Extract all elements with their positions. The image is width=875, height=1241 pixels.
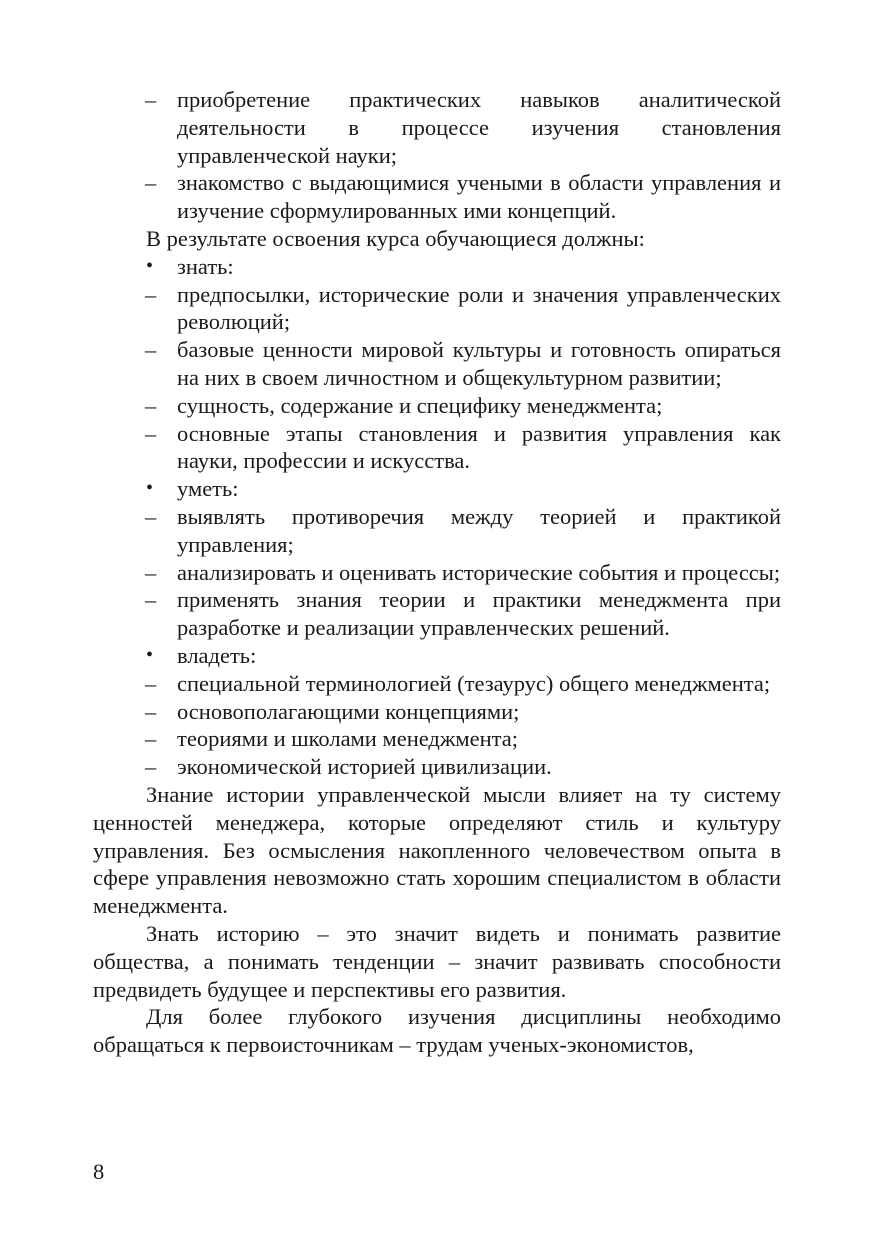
page-number: 8 [93,1159,105,1184]
bullet-marker: • [146,477,154,500]
dash-marker: – [145,503,157,529]
list-item [93,420,781,476]
paragraph: Знание истории управленческой мысли влияет на ту систему ценностей менеджера, которые определяют стиль и культуру управления. Без осмысления накопленного человечеством опыта в сфере управления невозможно стать хорошим специалистом в области менеджмента. [93,781,781,919]
bullet-marker: • [146,254,154,277]
paragraph: Для более глубокого изучения дисциплины необходимо обращаться к первоисточникам – трудам ученых-экономистов, [93,1004,781,1058]
list-item [93,753,781,781]
dash-marker: – [145,170,157,196]
list-item [93,336,781,392]
dash-marker: – [145,559,157,585]
list-item [93,725,781,753]
intro-line: В результате освоения курса обучающиеся должны: [146,225,645,251]
list-item-text: анализировать и оценивать исторические события и процессы; [177,559,781,585]
dash-marker: – [145,670,157,696]
dash-marker: – [145,337,157,363]
group-title: знать: [177,253,234,279]
dash-marker: – [145,587,157,613]
group-title: владеть: [177,642,257,668]
paragraph: Знать историю – это значит видеть и понимать развитие общества, а понимать тенденции – значит развивать способности предвидеть будущее и перспективы его развития. [93,920,781,1002]
list-item-text: предпосылки, исторические роли и значения управленческих революций; [177,281,781,335]
list-item-text: специальной терминологией (тезаурус) общего менеджмента; [177,670,771,696]
list-item-text: основополагающими концепциями; [177,698,520,724]
dash-marker: – [145,87,157,112]
dash-marker: – [145,726,157,752]
page-body [93,86,781,1059]
dash-marker: – [145,392,157,418]
group-heading-know [93,253,781,281]
list-item-text: экономической историей цивилизации. [177,754,552,780]
group-heading-can [93,475,781,503]
dash-marker: – [145,698,157,724]
list-item-text: базовые ценности мировой культуры и готовность опираться на них в своем личностном и общекультурном развитии; [177,337,781,390]
list-item [93,670,781,698]
list-item [93,503,781,559]
list-item-text: теориями и школами менеджмента; [177,726,519,752]
list-item [93,169,781,225]
list-item [93,559,781,587]
list-item-text: сущность, содержание и специфику менеджмента; [177,392,663,418]
list-item [93,392,781,420]
list-item [93,698,781,726]
list-item [93,86,781,169]
dash-marker: – [145,754,157,780]
list-item [93,281,781,337]
list-item-text: основные этапы становления и развития управления как науки, профессии и искусства. [177,420,781,474]
list-item-text: знакомство с выдающимися учеными в области управления и изучение сформулированных ими концепций. [177,170,781,224]
bullet-marker: • [146,643,154,666]
dash-marker: – [145,281,157,307]
list-item-text: выявлять противоречия между теорией и практикой управления; [177,503,781,557]
dash-marker: – [145,420,157,446]
group-title: уметь: [177,476,239,502]
list-item-text: применять знания теории и практики менеджмента при разработке и реализации управленческих решений. [177,587,781,641]
group-heading-master [93,642,781,670]
list-item [93,586,781,642]
list-item-text: приобретение практических навыков аналитической деятельности в процессе изучения становления управленческой науки; [177,87,781,168]
